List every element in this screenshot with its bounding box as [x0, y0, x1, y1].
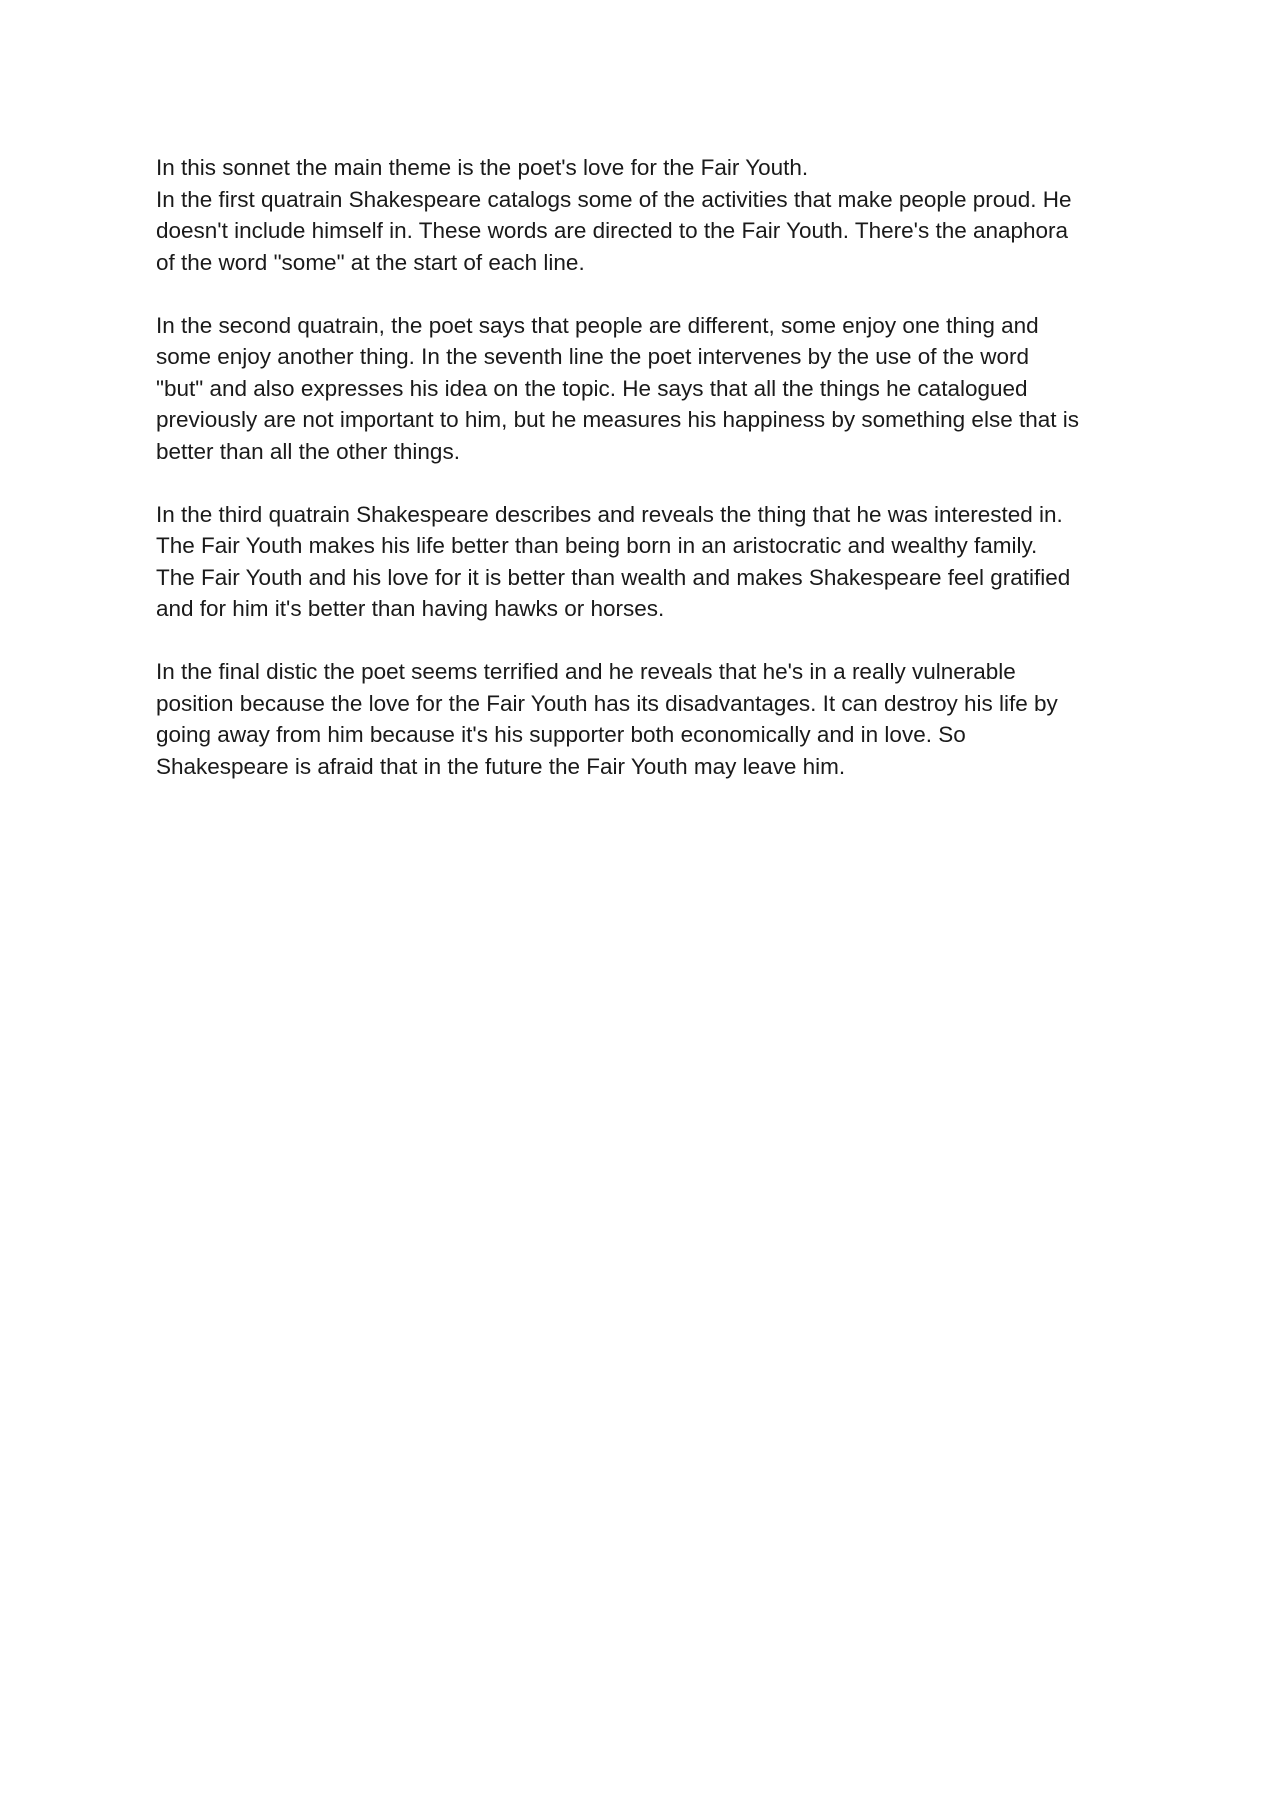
text-line: some enjoy another thing. In the seventh line the poet intervenes by the use of the word [156, 344, 1030, 369]
text-line: Shakespeare is afraid that in the future the Fair Youth may leave him. [156, 753, 846, 779]
paragraph-4 [156, 656, 1146, 782]
text-line: The Fair Youth makes his life better than being born in an aristocratic and wealthy family. [156, 533, 1038, 558]
text-line: In the first quatrain Shakespeare catalogs some of the activities that make people proud. He [156, 186, 1072, 212]
paragraph-spacer [156, 625, 1146, 657]
paragraph-3 [156, 499, 1146, 625]
text-line: going away from him because it's his supporter both economically and in love. So [156, 722, 966, 747]
text-line: better than all the other things. [156, 438, 460, 464]
text-line: In the final distic the poet seems terrified and he reveals that he's in a really vulnerable [156, 659, 1016, 684]
text-line: position because the love for the Fair Youth has its disadvantages. It can destroy his life by [156, 690, 1058, 716]
text-line: In the third quatrain Shakespeare describes and reveals the thing that he was interested in. [156, 501, 1063, 527]
text-line: "but" and also expresses his idea on the topic. He says that all the things he catalogued [156, 375, 1028, 401]
text-line: In this sonnet the main theme is the poet's love for the Fair Youth. [156, 155, 809, 180]
paragraph-2 [156, 310, 1146, 468]
text-line: of the word "some" at the start of each line. [156, 249, 585, 275]
text-line: doesn't include himself in. These words are directed to the Fair Youth. There's the anaphora [156, 218, 1069, 243]
paragraph-spacer [156, 278, 1146, 310]
paragraph-spacer [156, 467, 1146, 499]
text-line: previously are not important to him, but he measures his happiness by something else that is [156, 407, 1079, 432]
paragraph-1 [156, 152, 1146, 278]
text-line: and for him it's better than having hawks or horses. [156, 596, 665, 621]
document-body [156, 152, 1146, 782]
text-line: In the second quatrain, the poet says that people are different, some enjoy one thing and [156, 312, 1039, 338]
text-line: The Fair Youth and his love for it is better than wealth and makes Shakespeare feel gratified [156, 564, 1071, 590]
